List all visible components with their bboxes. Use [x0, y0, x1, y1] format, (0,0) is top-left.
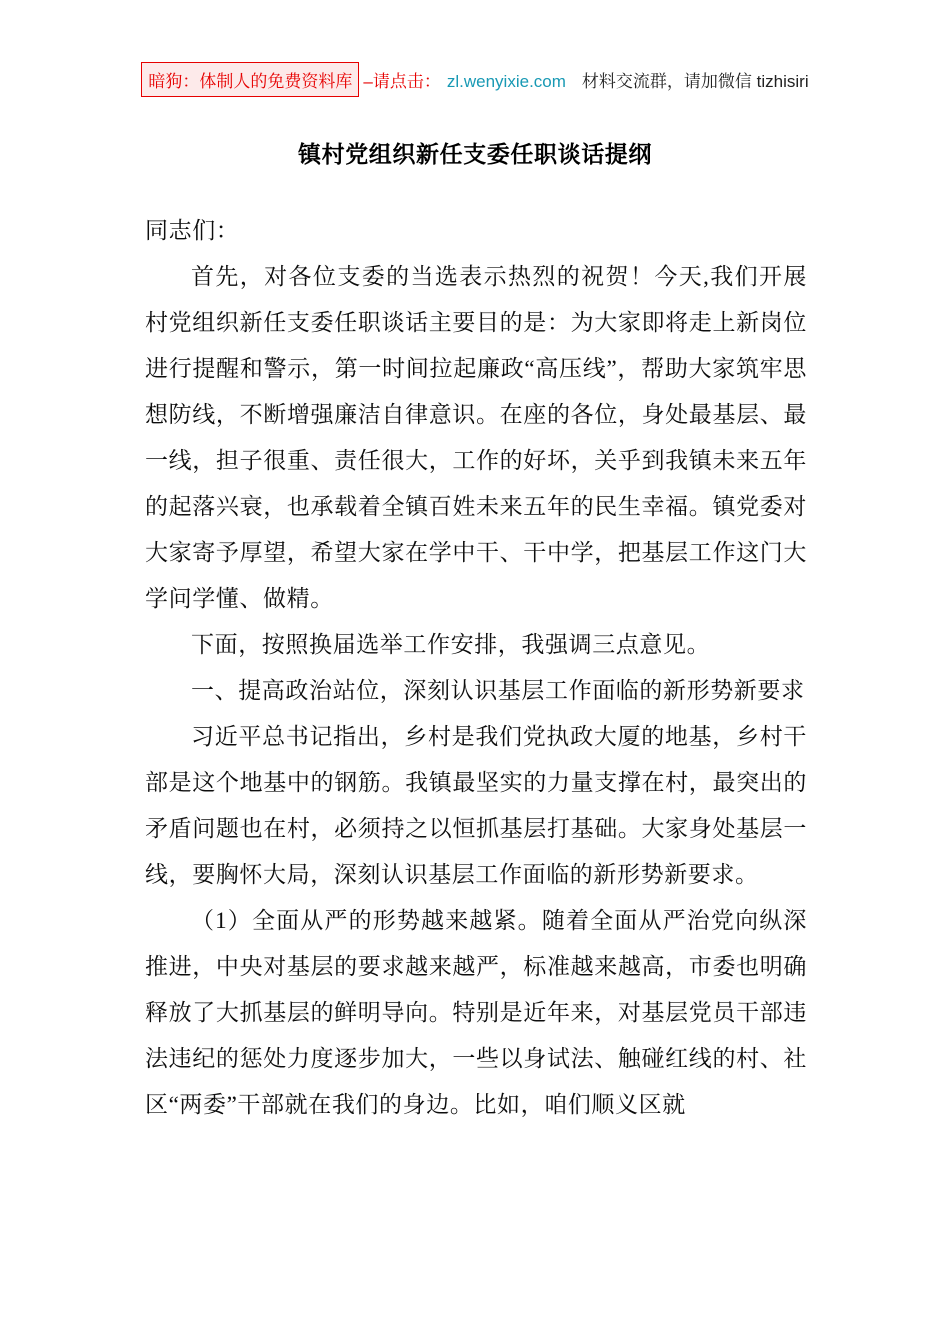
- paragraph-transition: 下面，按照换届选举工作安排，我强调三点意见。: [191, 632, 711, 657]
- wechat-contact-note: 材料交流群，请加微信 tizhisiri: [581, 72, 809, 91]
- paragraph-salutation: 同志们：: [145, 218, 240, 243]
- document-body: [145, 208, 807, 1128]
- paragraph-section-one-intro: 习近平总书记指出，乡村是我们党执政大厦的地基，乡村干部是这个地基中的钢筋。我镇最坚实的力量支撑在村，最突出的矛盾问题也在村，必须持之以恒抓基层打基础。大家身处基层一线，要胸怀大局，深刻认识基层工作面临的新形势新要求。: [145, 724, 807, 887]
- header-banner: [0, 62, 950, 97]
- paragraph-opening: 首先，对各位支委的当选表示热烈的祝贺！今天,我们开展村党组织新任支委任职谈话主要目的是：为大家即将走上新岗位进行提醒和警示，第一时间拉起廉政“高压线”，帮助大家筑牢思想防线，不断增强廉洁自律意识。在座的各位，身处最基层、最一线，担子很重、责任很大，工作的好坏，关乎到我镇未来五年的起落兴衰，也承载着全镇百姓未来五年的民生幸福。镇党委对大家寄予厚望，希望大家在学中干、干中学，把基层工作这门大学问学懂、做精。: [145, 264, 807, 611]
- resource-link[interactable]: zl.wenyixie.com: [446, 72, 566, 91]
- paragraph-section-one-heading: 一、提高政治站位，深刻认识基层工作面临的新形势新要求: [191, 678, 805, 703]
- paragraph-point-one: （1）全面从严的形势越来越紧。随着全面从严治党向纵深推进，中央对基层的要求越来越严，标准越来越高，市委也明确释放了大抓基层的鲜明导向。特别是近年来，对基层党员干部违法违纪的惩处力度逐步加大，一些以身试法、触碰红线的村、社区“两委”干部就在我们的身边。比如，咱们顺义区就: [145, 908, 807, 1117]
- document-title: 镇村党组织新任支委任职谈话提纲: [298, 142, 652, 167]
- brand-badge: 暗狗：体制人的免费资料库: [141, 62, 359, 97]
- click-prompt-text: –请点击：: [363, 72, 441, 91]
